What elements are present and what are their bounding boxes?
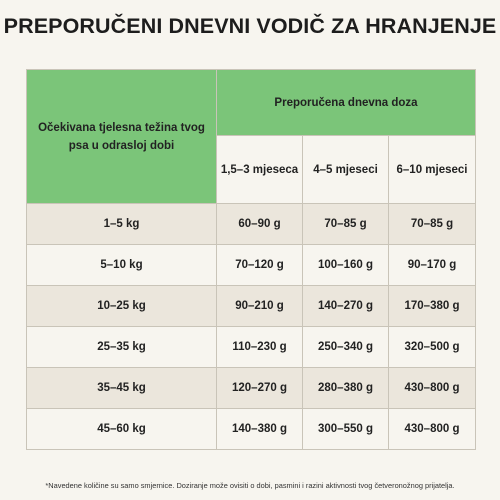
table-row bbox=[27, 245, 476, 286]
feeding-guide-table bbox=[26, 69, 476, 450]
dose-cell: 70–85 g bbox=[389, 204, 476, 245]
weight-cell: 45–60 kg bbox=[27, 409, 217, 450]
dose-cell: 100–160 g bbox=[303, 245, 389, 286]
table-row bbox=[27, 204, 476, 245]
dose-cell: 110–230 g bbox=[217, 327, 303, 368]
table-header-row bbox=[27, 70, 476, 136]
table-row bbox=[27, 368, 476, 409]
dose-cell: 430–800 g bbox=[389, 368, 476, 409]
table-row bbox=[27, 409, 476, 450]
weight-cell: 5–10 kg bbox=[27, 245, 217, 286]
dose-cell: 120–270 g bbox=[217, 368, 303, 409]
dose-cell: 170–380 g bbox=[389, 286, 476, 327]
dose-cell: 60–90 g bbox=[217, 204, 303, 245]
dose-cell: 320–500 g bbox=[389, 327, 476, 368]
age-group-header: 4–5 mjeseci bbox=[303, 136, 389, 204]
weight-cell: 10–25 kg bbox=[27, 286, 217, 327]
dose-column-header: Preporučena dnevna doza bbox=[217, 70, 476, 136]
dose-cell: 70–85 g bbox=[303, 204, 389, 245]
dose-cell: 90–210 g bbox=[217, 286, 303, 327]
age-group-header: 6–10 mjeseci bbox=[389, 136, 476, 204]
dose-cell: 300–550 g bbox=[303, 409, 389, 450]
dose-cell: 140–270 g bbox=[303, 286, 389, 327]
dose-cell: 430–800 g bbox=[389, 409, 476, 450]
weight-cell: 25–35 kg bbox=[27, 327, 217, 368]
dose-cell: 250–340 g bbox=[303, 327, 389, 368]
table-row bbox=[27, 286, 476, 327]
footnote: *Navedene količine su samo smjernice. Doziranje može ovisiti o dobi, pasmini i razini aktivnosti tvog četveronožnog prijatelja. bbox=[45, 481, 455, 490]
dose-cell: 70–120 g bbox=[217, 245, 303, 286]
weight-cell: 1–5 kg bbox=[27, 204, 217, 245]
age-group-header: 1,5–3 mjeseca bbox=[217, 136, 303, 204]
dose-cell: 280–380 g bbox=[303, 368, 389, 409]
weight-column-header: Očekivana tjelesna težina tvog psa u odrasloj dobi bbox=[27, 70, 217, 204]
dose-cell: 90–170 g bbox=[389, 245, 476, 286]
page-title: PREPORUČENI DNEVNI VODIČ ZA HRANJENJE bbox=[3, 14, 497, 38]
weight-cell: 35–45 kg bbox=[27, 368, 217, 409]
table-row bbox=[27, 327, 476, 368]
dose-cell: 140–380 g bbox=[217, 409, 303, 450]
